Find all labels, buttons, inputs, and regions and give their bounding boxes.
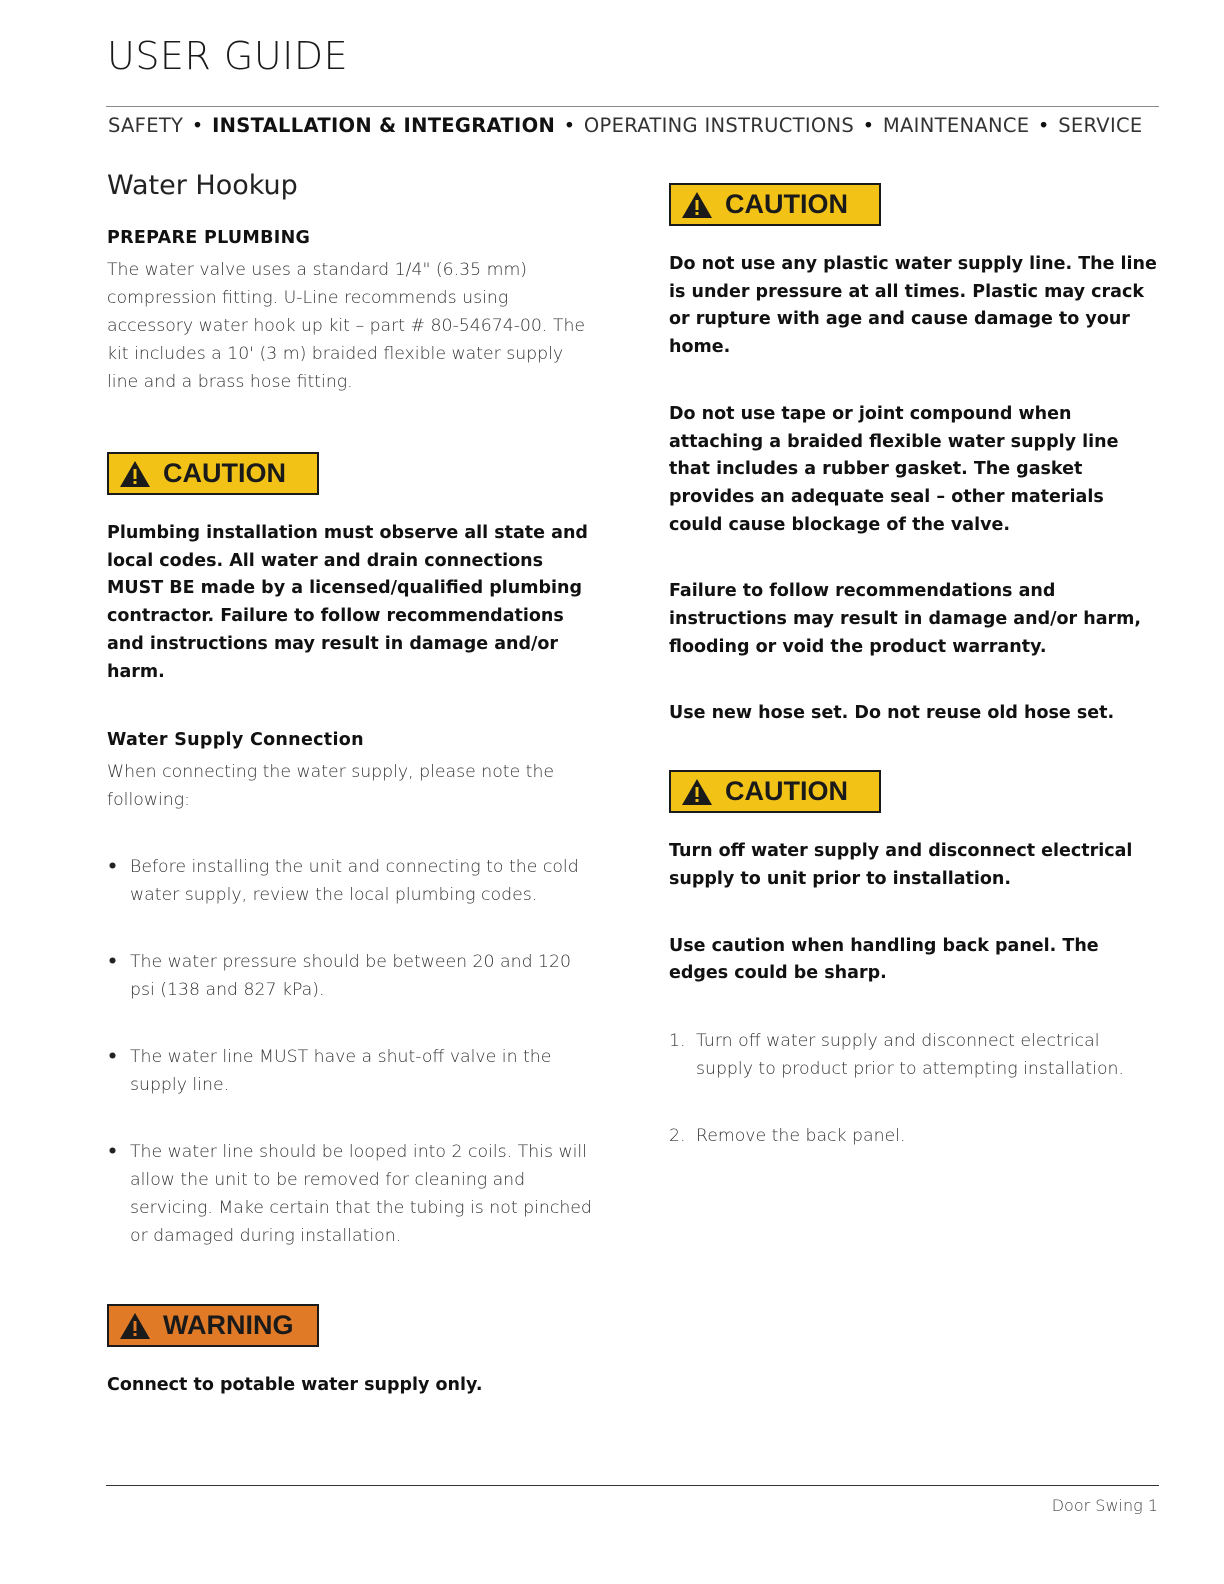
caution-badge — [107, 452, 319, 495]
nav-separator: • — [1037, 114, 1050, 137]
potable-water-warning-text: Connect to potable water supply only. — [107, 1375, 483, 1396]
caution-badge — [669, 183, 881, 226]
bullet-glyph: • — [107, 1142, 119, 1163]
bullet-glyph: • — [107, 857, 119, 878]
installation-steps — [669, 1027, 1159, 1150]
water-supply-notes — [107, 853, 597, 1250]
disconnect-supply-caution-text: Turn off water supply and disconnect electrical supply to unit prior to installation. — [669, 841, 1133, 889]
step-text: Turn off water supply and disconnect electrical supply to product prior to attempting installation. — [696, 1030, 1124, 1079]
list-item-text: The water line MUST have a shut-off valve in the supply line. — [130, 1047, 552, 1096]
prepare-plumbing-text: The water valve uses a standard 1/4" (6.35 mm) compression fitting. U-Line recommends using accessory water hook up kit – part # 80-54674-00. The kit includes a 10' (3 m) braided flexible water supply line and a brass hose fitting. — [107, 260, 586, 392]
caution-label: CAUTION — [163, 458, 286, 488]
nav-separator: • — [563, 114, 576, 137]
back-panel-caution-text: Use caution when handling back panel. The edges could be sharp. — [669, 935, 1099, 984]
bullet-glyph: • — [107, 952, 119, 973]
prepare-plumbing-heading: PREPARE PLUMBING — [107, 228, 311, 248]
nav-installation-integration: INSTALLATION & INTEGRATION — [212, 114, 556, 137]
list-item-text: Before installing the unit and connecting to the cold water supply, review the local plumbing codes. — [130, 857, 579, 906]
caution-badge — [669, 770, 881, 813]
footer-divider — [106, 1485, 1159, 1486]
nav-separator: • — [191, 114, 204, 137]
step-text: Remove the back panel. — [696, 1125, 906, 1146]
warning-badge — [107, 1304, 319, 1347]
step-number: 1. — [669, 1030, 686, 1051]
water-supply-intro: When connecting the water supply, please note the following: — [107, 762, 555, 811]
list-item — [107, 1043, 597, 1099]
section-title: Water Hookup — [107, 170, 298, 201]
hose-set-caution-text: Use new hose set. Do not reuse old hose set. — [669, 703, 1115, 724]
nav-safety: SAFETY — [108, 114, 184, 137]
failure-caution-text: Failure to follow recommendations and instructions may result in damage and/or harm, flooding or void the product warranty. — [669, 581, 1142, 657]
list-item — [107, 853, 597, 909]
section-breadcrumb — [108, 114, 1168, 137]
page-footer-label: Door Swing 1 — [1051, 1496, 1158, 1515]
nav-maintenance: MAINTENANCE — [882, 114, 1030, 137]
list-item — [107, 1138, 597, 1250]
list-item — [107, 948, 597, 1004]
page-title: USER GUIDE — [107, 34, 349, 78]
warning-triangle-icon — [119, 1312, 151, 1340]
tape-compound-caution-text: Do not use tape or joint compound when attaching a braided flexible water supply line that includes a rubber gasket. The gasket provides an adequate seal – other materials could cause blockage of the valve. — [669, 403, 1119, 535]
bullet-glyph: • — [107, 1047, 119, 1068]
list-item-text: The water pressure should be between 20 and 120 psi (138 and 827 kPa). — [130, 952, 572, 1001]
header-divider — [106, 106, 1159, 107]
plumbing-caution-text: Plumbing installation must observe all state and local codes. All water and drain connections MUST BE made by a licensed/qualified plumbing contractor. Failure to follow recommendations and instructions may result in damage and/or harm. — [107, 523, 588, 682]
plastic-line-caution-text: Do not use any plastic water supply line. The line is under pressure at all times. Plastic may crack or rupture with age and cause damage to your home. — [669, 254, 1157, 358]
list-item-text: The water line should be looped into 2 coils. This will allow the unit to be removed for cleaning and servicing. Make certain that the tubing is not pinched or damaged during installation. — [130, 1142, 592, 1247]
left-column — [107, 168, 597, 1400]
water-supply-heading: Water Supply Connection — [107, 730, 364, 751]
warning-triangle-icon — [119, 460, 151, 488]
step-number: 2. — [669, 1125, 686, 1146]
warning-triangle-icon — [681, 778, 713, 806]
nav-operating-instructions: OPERATING INSTRUCTIONS — [583, 114, 855, 137]
caution-label: CAUTION — [725, 776, 848, 807]
nav-service: SERVICE — [1058, 114, 1143, 137]
right-column — [669, 183, 1159, 1150]
warning-label: WARNING — [163, 1310, 294, 1341]
list-item — [669, 1122, 1159, 1150]
list-item — [669, 1027, 1159, 1083]
caution-label: CAUTION — [725, 189, 848, 219]
warning-triangle-icon — [681, 191, 713, 219]
nav-separator: • — [862, 114, 875, 137]
